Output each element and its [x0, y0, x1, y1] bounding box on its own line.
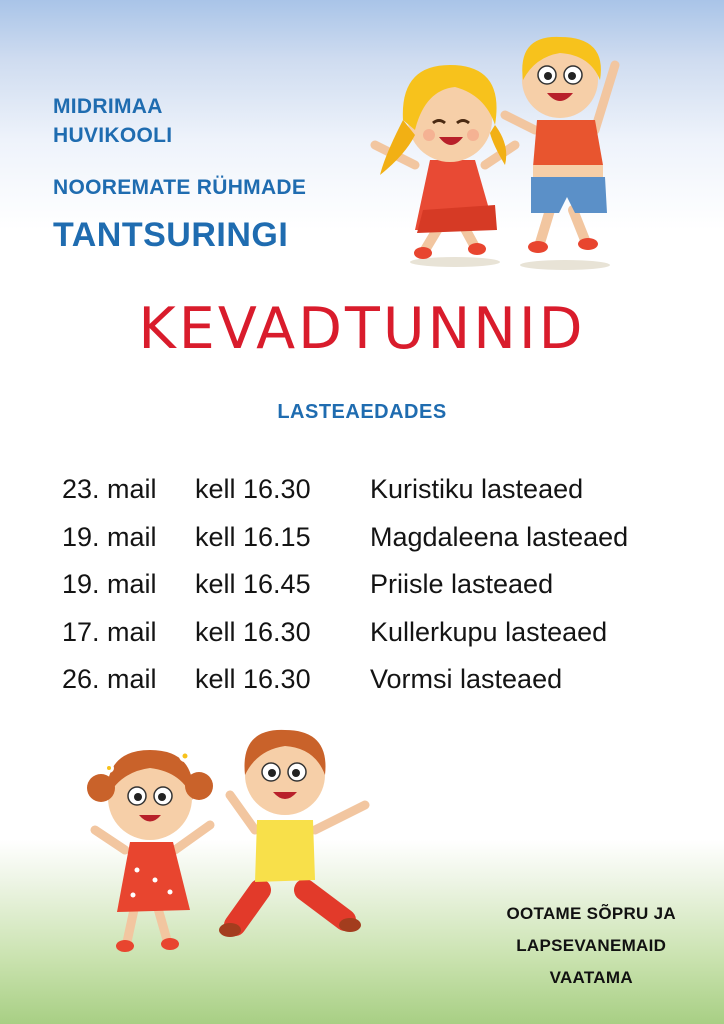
schedule-time: kell 16.30	[195, 474, 311, 504]
invitation-text	[507, 898, 676, 994]
main-title: KEVADTUNNID	[138, 296, 586, 362]
jumping-kids-bottom-illustration	[75, 720, 395, 965]
group-heading: NOOREMATE RÜHMADE	[53, 176, 307, 199]
boy-figure	[505, 37, 615, 253]
schedule-place: Kullerkupu lasteaed	[370, 616, 608, 647]
schedule-time: kell 16.15	[195, 521, 311, 552]
schedule-time: kell 16.30	[195, 664, 311, 694]
schedule-time: kell 16.30	[195, 616, 311, 647]
invitation-line1: OOTAME SÕPRU JA	[506, 904, 676, 923]
school-name-line2: HUVIKOOLI	[53, 124, 173, 147]
schedule-place: Priisle lasteaed	[370, 569, 554, 599]
school-name-line1: MIDRIMAA	[53, 95, 163, 118]
schedule-date: 23. mail	[62, 474, 157, 504]
club-heading: TANTSURINGI	[53, 216, 289, 254]
schedule-place: Kuristiku lasteaed	[370, 474, 584, 504]
schedule-date: 19. mail	[62, 521, 157, 552]
jumping-kids-top-illustration	[345, 25, 635, 275]
boy-figure	[219, 730, 365, 937]
subtitle: LASTEAEDADES	[277, 401, 447, 423]
schedule-date: 26. mail	[62, 664, 157, 694]
schedule-date: 17. mail	[62, 616, 157, 647]
invitation-line3: VAATAMA	[549, 968, 633, 987]
girl-figure	[375, 65, 515, 259]
school-name	[53, 92, 172, 150]
invitation-line2: LAPSEVANEMAID	[516, 936, 667, 955]
schedule-date: 19. mail	[62, 569, 157, 599]
schedule-place: Vormsi lasteaed	[370, 664, 563, 694]
schedule-place: Magdaleena lasteaed	[370, 521, 629, 552]
girl-figure	[87, 750, 213, 952]
schedule-time: kell 16.45	[195, 569, 311, 599]
